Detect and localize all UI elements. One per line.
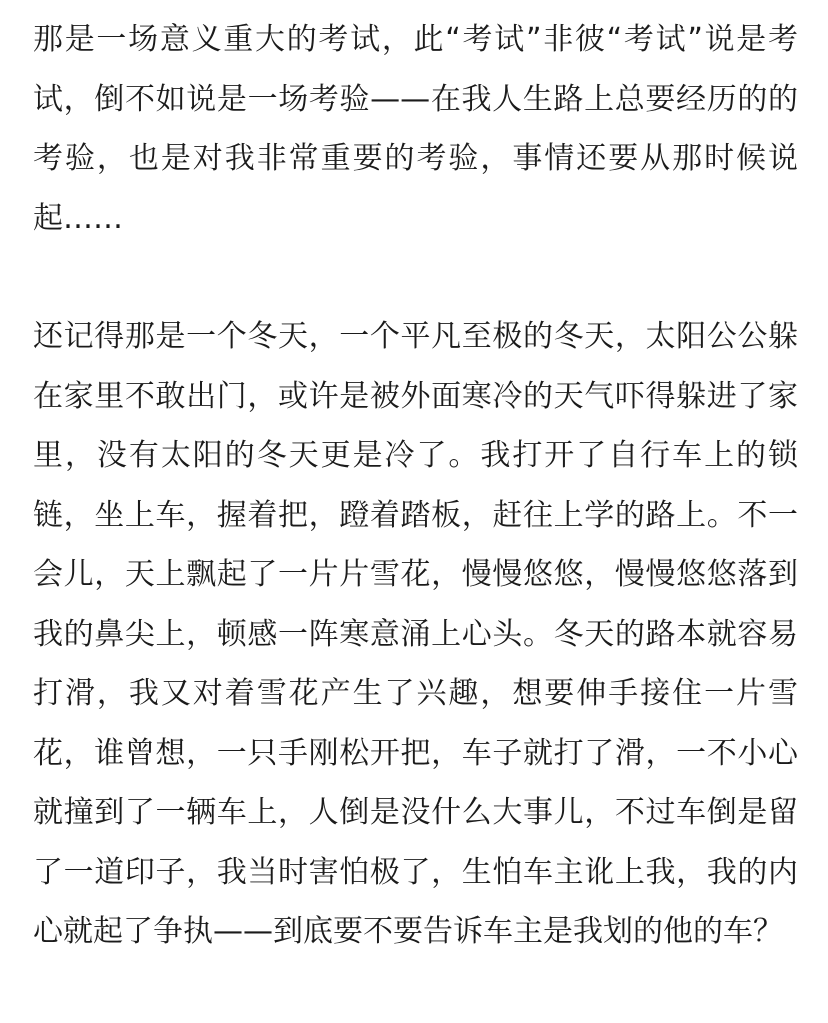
paragraph: 那是一场意义重大的考试，此“考试”非彼“考试”说是考试，倒不如说是一场考验——在我人生路上总要经历的的考验，也是对我非常重要的考验，事情还要从那时候说起……: [33, 22, 798, 236]
article-body: [33, 10, 798, 962]
paragraph: 还记得那是一个冬天，一个平凡至极的冬天，太阳公公躲在家里不敢出门，或许是被外面寒冷的天气吓得躲进了家里，没有太阳的冬天更是冷了。我打开了自行车上的锁链，坐上车，握着把，蹬着踏板，赶往上学的路上。不一会儿，天上飘起了一片片雪花，慢慢悠悠，慢慢悠悠落到我的鼻尖上，顿感一阵寒意涌上心头。冬天的路本就容易打滑，我又对着雪花产生了兴趣，想要伸手接住一片雪花，谁曾想，一只手刚松开把，车子就打了滑，一不小心就撞到了一辆车上，人倒是没什么大事儿，不过车倒是留了一道印子，我当时害怕极了，生怕车主讹上我，我的内心就起了争执——到底要不要告诉车主是我划的他的车？: [33, 319, 798, 949]
